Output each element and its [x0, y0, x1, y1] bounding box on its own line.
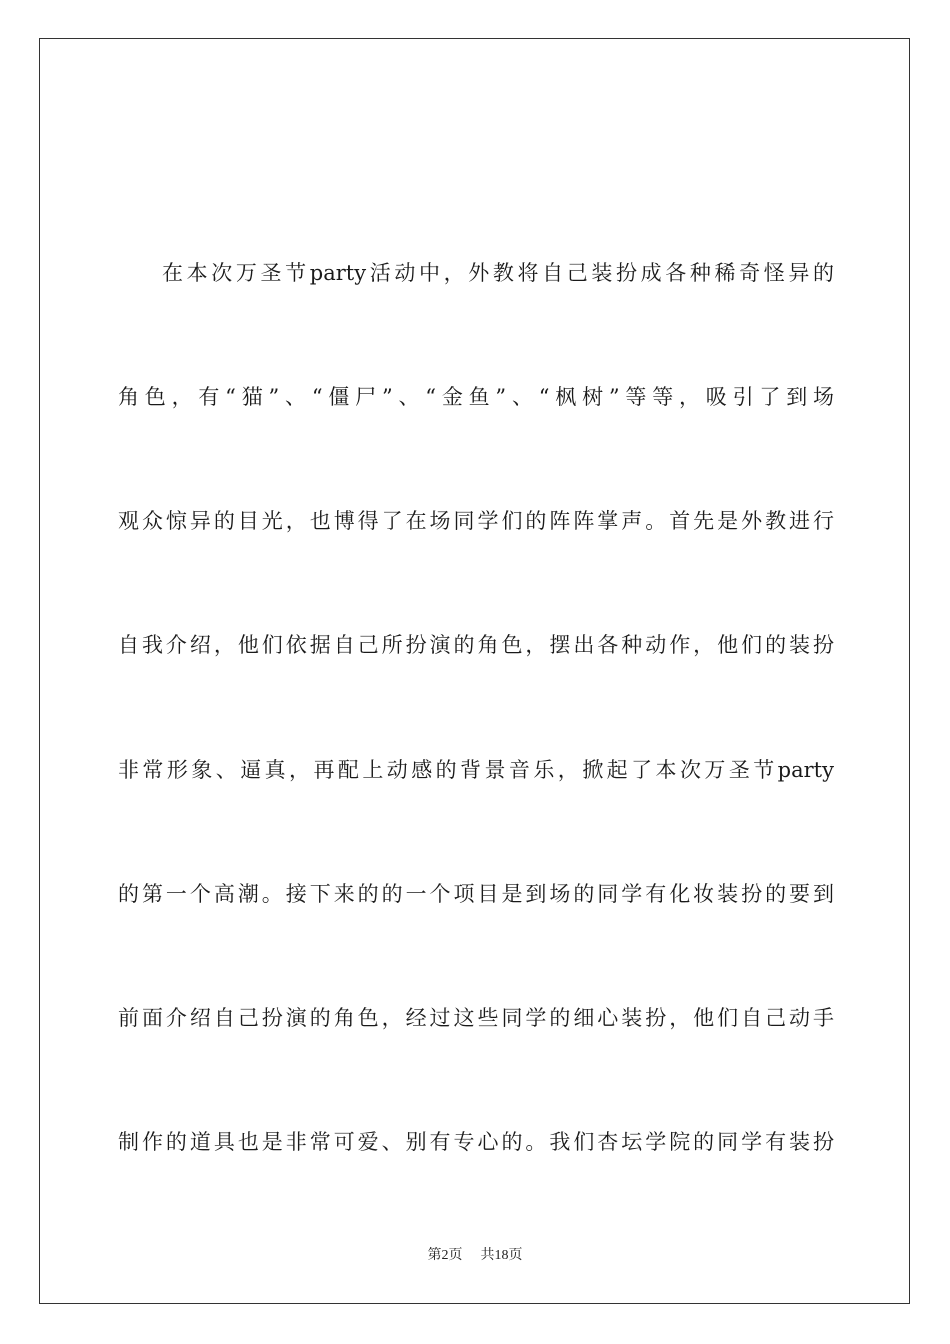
page-number: 第2页 — [427, 1248, 463, 1263]
paragraph-line-6: 的第一个高潮。接下来的的一个项目是到场的同学有化妆装扮的要到 — [118, 882, 834, 906]
paragraph-line-3: 观众惊异的目光，也博得了在场同学们的阵阵掌声。首先是外教进行 — [118, 509, 834, 533]
paragraph-line-4: 自我介绍，他们依据自己所扮演的角色，摆出各种动作，他们的装扮 — [118, 633, 834, 657]
paragraph-line-1: 在本次万圣节party活动中，外教将自己装扮成各种稀奇怪异的 — [162, 261, 834, 285]
paragraph-line-7: 前面介绍自己扮演的角色，经过这些同学的细心装扮，他们自己动手 — [118, 1006, 834, 1030]
paragraph-line-5: 非常形象、逼真，再配上动感的背景音乐，掀起了本次万圣节party — [118, 758, 834, 782]
paragraph-line-2: 角色，有“猫”、“僵尸”、“金鱼”、“枫树”等等，吸引了到场 — [118, 385, 834, 409]
page-footer — [0, 1247, 950, 1265]
total-pages: 共18页 — [480, 1248, 523, 1263]
paragraph-line-8: 制作的道具也是非常可爱、别有专心的。我们杏坛学院的同学有装扮 — [118, 1130, 834, 1154]
page-border — [39, 38, 910, 1304]
